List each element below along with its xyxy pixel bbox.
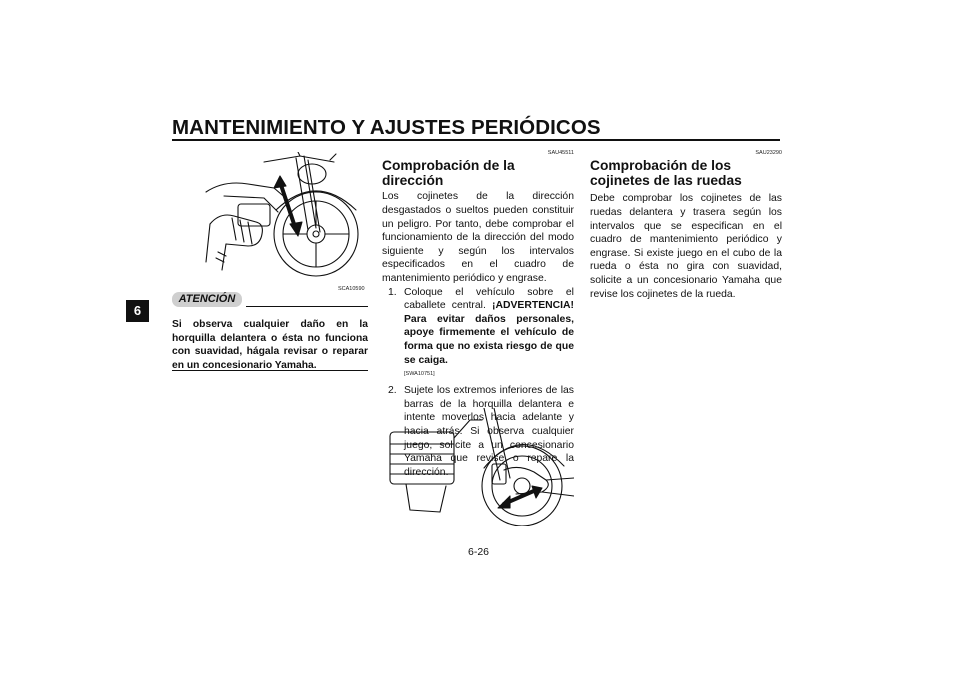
step-number: 1. [388,286,397,298]
wheel-bearings-section [590,150,782,301]
step-1 [382,286,574,385]
section-code: SAU23290 [755,150,782,156]
section-heading: Comprobación de los cojinetes de las ruedas [590,158,742,189]
fork-check-illustration [204,152,362,284]
page-title: MANTENIMIENTO Y AJUSTES PERIÓDICOS [172,116,601,139]
caution-header [172,292,368,308]
section-heading: Comprobación de la dirección [382,158,515,189]
step-warning: ¡ADVERTENCIA! Para evitar daños personales, apoye firmemente el vehículo de forma que no exista riesgo de que se caiga. [404,300,574,366]
page-number: 6-26 [468,546,490,558]
title-rule [172,139,780,141]
step-instruction: Coloque el vehículo sobre el caballete central. [404,286,574,312]
section-intro: Los cojinetes de la dirección desgastados o sueltos pueden constituir un peligro. Por tanto, debe comprobar el funcionamiento de la dirección del modo siguiente y según los intervalos especificados en el cuadro de mantenimiento periódico y engrase. [382,191,574,284]
warning-code: [SWA10751] [404,371,435,378]
chapter-tab: 6 [126,300,149,322]
step-text: Sujete los extremos inferiores de las barras de la horquilla delantera e intente moverlos hacia adelante y hacia atrás. Si observa cualquier juego, solicite a un concesionario Yamaha que revise o repare la dirección. [404,385,574,478]
section-text: Debe comprobar los cojinetes de las ruedas delantera y trasera según los intervalos que se especifican en el cuadro de mantenimiento periódico y engrase. Si existe juego en el cubo de la rueda o ésta no gira con suavidad, solicite a un concesionario Yamaha que revise los cojinetes de la rueda. [590,193,782,300]
figure-code: SCA10590 [338,286,365,292]
steering-check-illustration [386,408,574,526]
section-code: SAU45511 [547,150,574,156]
caution-rule-bottom [172,370,368,371]
caution-badge: ATENCIÓN [172,292,242,307]
step-text [404,286,574,385]
caution-text: Si observa cualquier daño en la horquilla delantera o ésta no funciona con suavidad, hágala revisar o reparar en un concesionario Yamaha. [172,319,368,371]
caution-rule-top [246,306,368,307]
step-number: 2. [388,385,397,397]
